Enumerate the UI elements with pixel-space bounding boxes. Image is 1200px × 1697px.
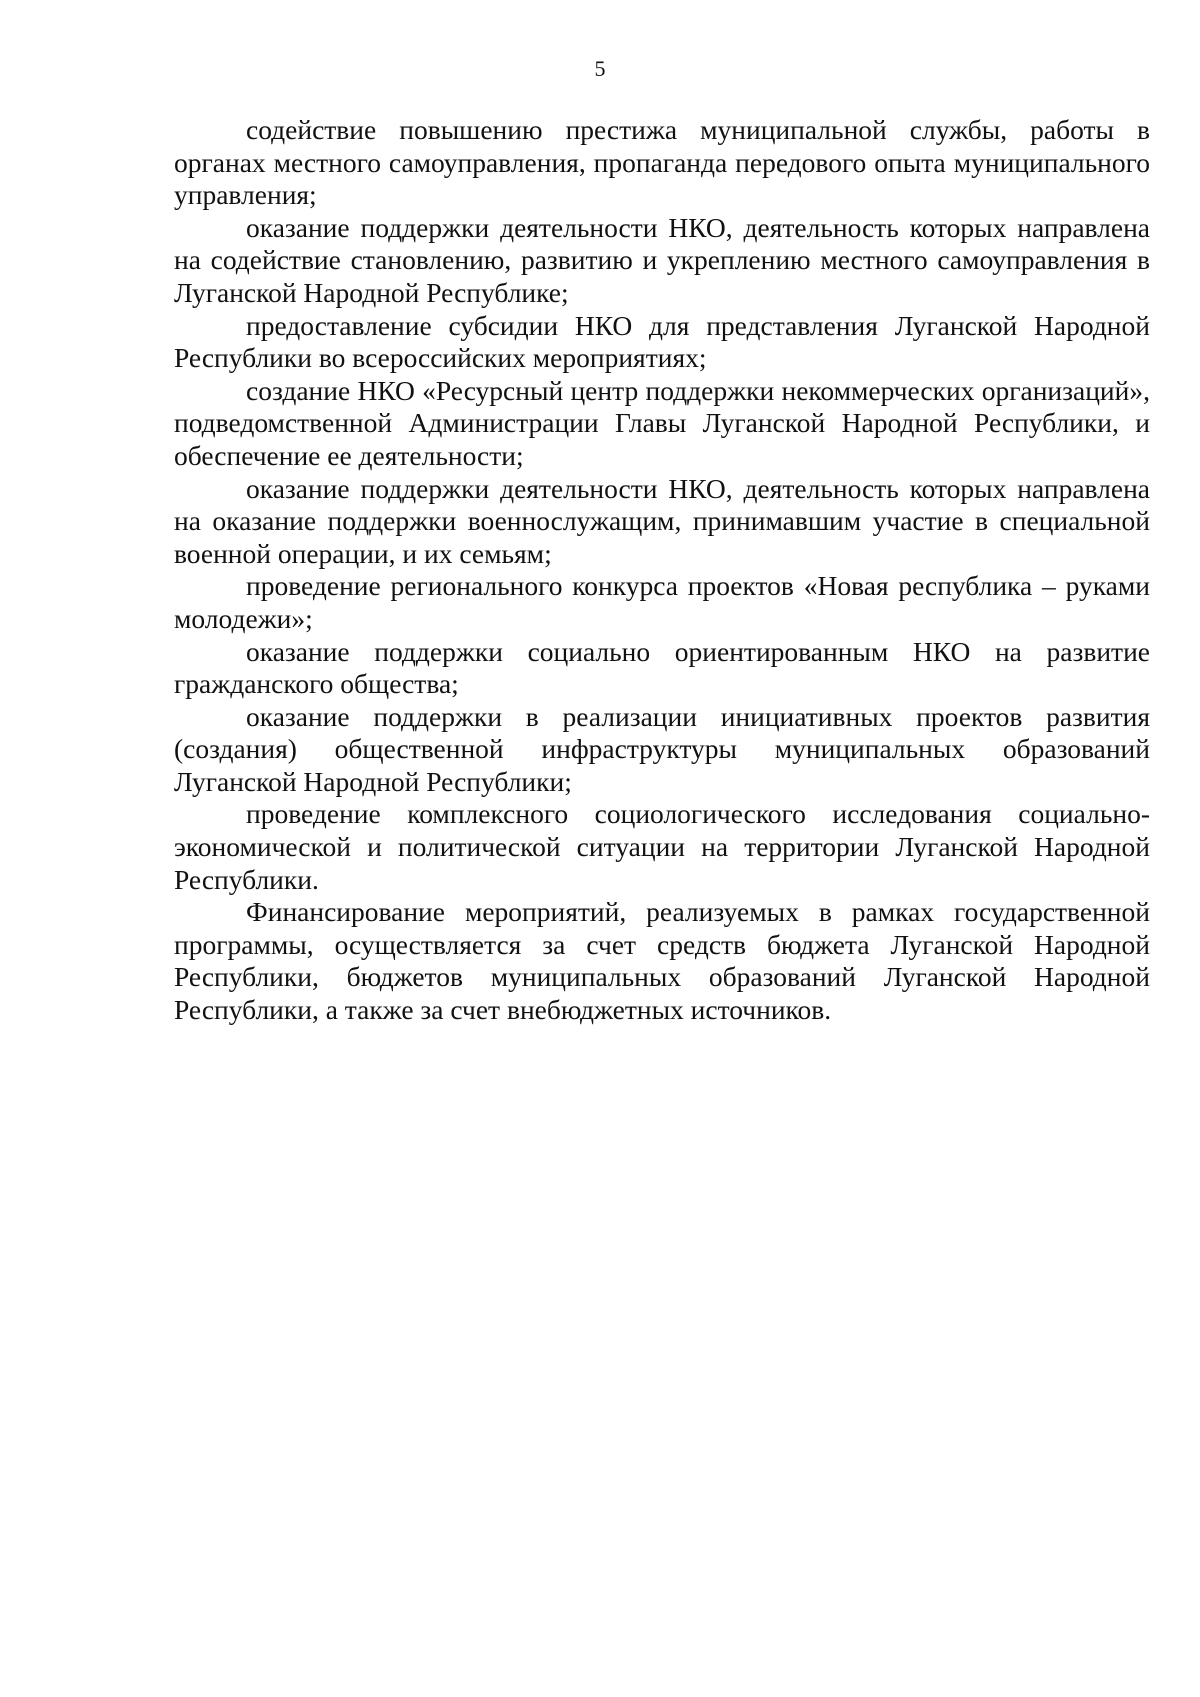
paragraph: оказание поддержки деятельности НКО, деятельность которых направлена на оказание поддержки военнослужащим, принимавшим участие в специальной военной операции, и их семьям; (174, 472, 1150, 569)
paragraph: проведение комплексного социологического исследования социально-экономической и политической ситуации на территории Луганской Народной Республики. (174, 798, 1150, 895)
paragraph: оказание поддержки деятельности НКО, деятельность которых направлена на содействие становлению, развитию и укреплению местного самоуправления в Луганской Народной Республике; (174, 211, 1150, 308)
paragraph: оказание поддержки в реализации инициативных проектов развития (создания) общественной инфраструктуры муниципальных образований Луганской Народной Республики; (174, 700, 1150, 797)
paragraph: предоставление субсидии НКО для представления Луганской Народной Республики во всероссийских мероприятиях; (174, 309, 1150, 374)
paragraph: содействие повышению престижа муниципальной службы, работы в органах местного самоуправления, пропаганда передового опыта муниципального управления; (174, 114, 1150, 211)
paragraph: проведение регионального конкурса проектов «Новая республика – руками молодежи»; (174, 570, 1150, 634)
paragraph: оказание поддержки социально ориентированным НКО на развитие гражданского общества; (174, 635, 1150, 700)
document-body (174, 114, 1150, 1027)
paragraph: создание НКО «Ресурсный центр поддержки некоммерческих организаций», подведомственной Администрации Главы Луганской Народной Республики, и обеспечение ее деятельности; (174, 374, 1150, 471)
paragraph: Финансирование мероприятий, реализуемых в рамках государственной программы, осуществляется за счет средств бюджета Луганской Народной Республики, бюджетов муниципальных образований Луганской Народной Республики, а также за счет внебюджетных источников. (174, 896, 1150, 1026)
page-number: 5 (594, 56, 606, 81)
